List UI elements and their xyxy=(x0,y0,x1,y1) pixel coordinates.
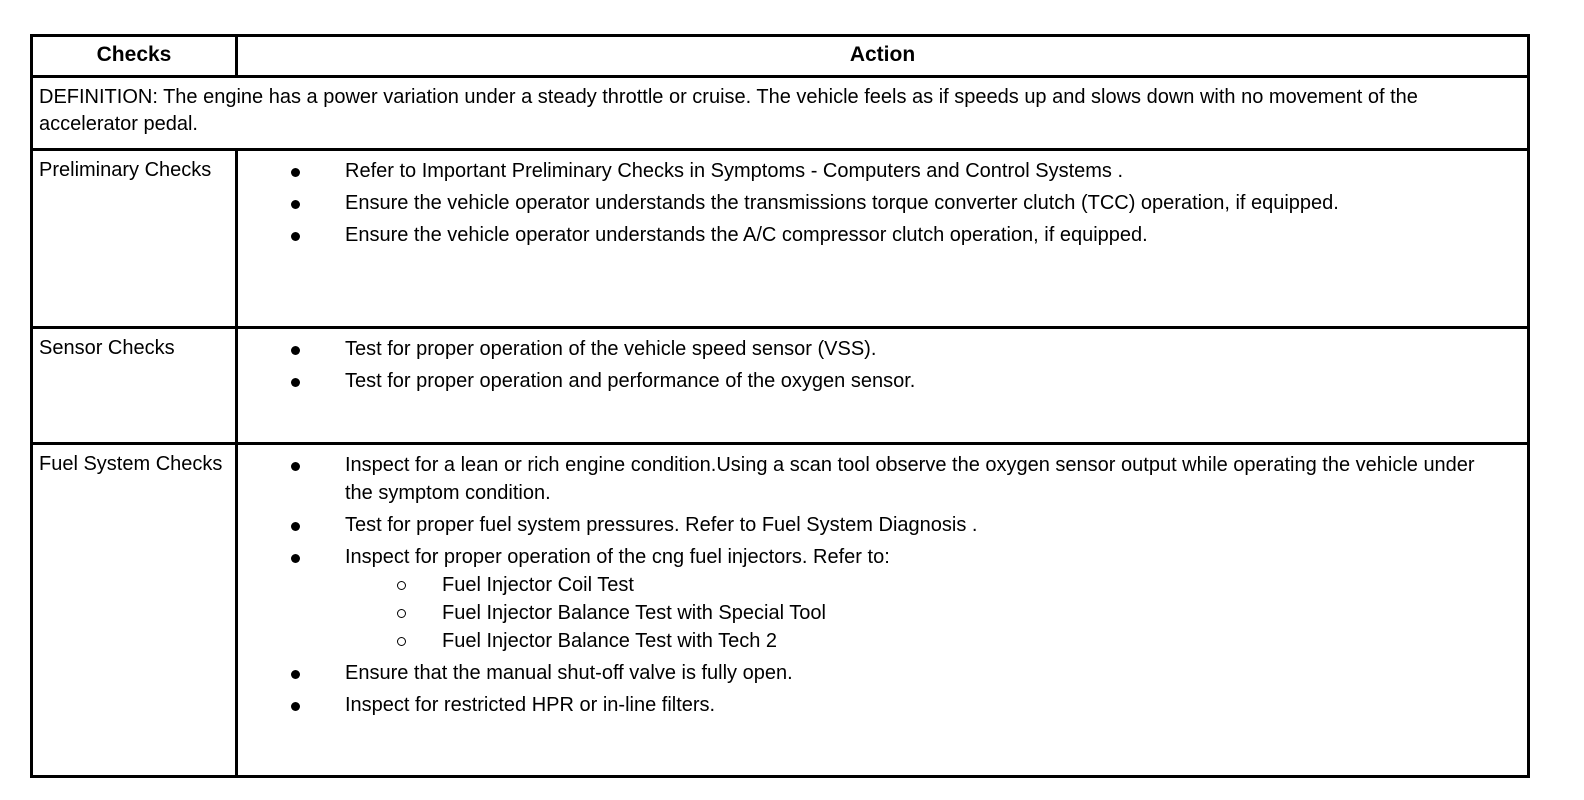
list-item xyxy=(238,189,1487,217)
action-cell xyxy=(238,151,1527,326)
list-item xyxy=(238,691,1487,719)
circle-bullet-icon xyxy=(397,637,406,646)
check-name: Sensor Checks xyxy=(33,329,238,442)
sub-list-item xyxy=(345,627,1487,655)
item-text: Inspect for restricted HPR or in-line filters. xyxy=(345,694,716,716)
sub-item-text: Fuel Injector Balance Test with Special Tool xyxy=(442,602,826,624)
checks-column-header: Checks xyxy=(33,37,238,75)
list-item xyxy=(238,451,1487,507)
list-item xyxy=(238,659,1487,687)
definition-text: DEFINITION: The engine has a power variation under a steady throttle or cruise. The vehicle feels as if speeds up and slows down with no movement of the accelerator pedal. xyxy=(39,86,1418,135)
action-column-header: Action xyxy=(849,43,916,66)
bullet-icon xyxy=(291,554,300,563)
bullet-icon xyxy=(291,462,300,471)
bullet-icon xyxy=(291,200,300,209)
bullet-icon xyxy=(291,702,300,711)
bullet-icon xyxy=(291,670,300,679)
circle-bullet-icon xyxy=(397,609,406,618)
bullet-icon xyxy=(291,522,300,531)
item-text: Inspect for a lean or rich engine condition.Using a scan tool observe the oxygen sensor output while operating the vehicle under the symptom condition. xyxy=(345,454,1475,504)
table-row xyxy=(33,445,1527,775)
action-cell xyxy=(238,329,1527,442)
diagnostic-table xyxy=(30,34,1530,778)
sub-list xyxy=(345,571,1487,655)
item-text: Ensure the vehicle operator understands the transmissions torque converter clutch (TCC) operation, if equipped. xyxy=(345,192,1339,214)
definition-row xyxy=(33,78,1527,151)
circle-bullet-icon xyxy=(397,581,406,590)
list-item xyxy=(238,335,1487,363)
list-item xyxy=(238,157,1487,185)
sub-item-text: Fuel Injector Balance Test with Tech 2 xyxy=(442,630,777,652)
bullet-icon xyxy=(291,378,300,387)
table-row xyxy=(33,151,1527,329)
list-item xyxy=(238,511,1487,539)
sub-list-item xyxy=(345,599,1487,627)
list-item xyxy=(238,221,1487,249)
item-text: Test for proper operation of the vehicle speed sensor (VSS). xyxy=(345,338,877,360)
sub-item-text: Fuel Injector Coil Test xyxy=(442,574,634,596)
sub-list-item xyxy=(345,571,1487,599)
item-text: Ensure the vehicle operator understands the A/C compressor clutch operation, if equipped. xyxy=(345,224,1148,246)
item-text: Test for proper fuel system pressures. Refer to Fuel System Diagnosis . xyxy=(345,514,978,536)
bullet-icon xyxy=(291,346,300,355)
bullet-icon xyxy=(291,168,300,177)
item-text: Ensure that the manual shut-off valve is fully open. xyxy=(345,662,793,684)
item-text: Inspect for proper operation of the cng fuel injectors. Refer to: xyxy=(345,546,890,568)
check-name: Fuel System Checks xyxy=(33,445,238,775)
table-row xyxy=(33,329,1527,445)
check-name: Preliminary Checks xyxy=(33,151,238,326)
action-cell xyxy=(238,445,1527,775)
list-item xyxy=(238,543,1487,655)
table-header-row xyxy=(33,37,1527,78)
item-text: Test for proper operation and performance of the oxygen sensor. xyxy=(345,370,916,392)
item-text: Refer to Important Preliminary Checks in Symptoms - Computers and Control Systems . xyxy=(345,160,1124,182)
bullet-icon xyxy=(291,232,300,241)
list-item xyxy=(238,367,1487,395)
